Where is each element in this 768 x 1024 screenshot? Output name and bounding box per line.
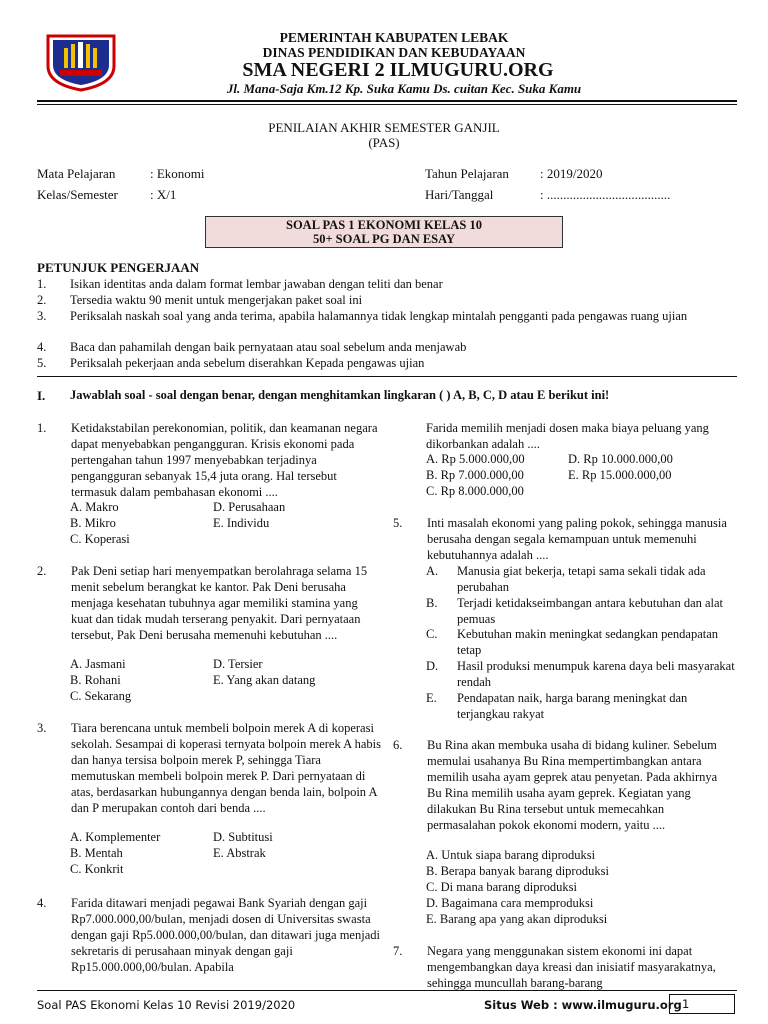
question-4-continued — [426, 420, 726, 452]
question-number: 2. — [37, 564, 47, 578]
question-number: 1. — [37, 421, 47, 435]
instruction-number: 3. — [37, 309, 47, 323]
instruction-text: Periksalah pekerjaan anda sebelum diserahkan Kepada pengawas ujian — [70, 356, 425, 370]
option-e[interactable]: E. Barang apa yang akan diproduksi — [426, 912, 608, 926]
option-letter: A. — [426, 564, 439, 578]
exam-subtitle: (PAS) — [368, 135, 400, 150]
option-c[interactable]: C. Koperasi — [70, 532, 130, 546]
page-number: 1 — [669, 994, 735, 1014]
option-d[interactable]: D. Tersier — [213, 657, 263, 671]
instruction-text: Tersedia waktu 90 menit untuk mengerjakan paket soal ini — [70, 293, 363, 307]
question-stem: Bu Rina akan membuka usaha di bidang kuliner. Sebelum memulai usahanya Bu Rina mempertimbangkan antara memilih usaha ayam geprek atau penyetan. Pada akhirnya Bu Rina memilih usaha ayam geprek. Kegiatan yang dilakukan Bu Rina tersebut untuk memecahkan permasalahan pokok ekonomi modern, yaitu .... — [427, 738, 718, 832]
question-number: 3. — [37, 721, 47, 735]
date-value: : ...................................... — [540, 187, 671, 202]
question-stem: Negara yang menggunakan sistem ekonomi ini dapat mengembangkan daya kreasi dan inisiatif masyarakatnya, sehingga muncullah barang-barang — [427, 944, 716, 990]
option-text: Kebutuhan makin meningkat sedangkan pendapatan tetap — [457, 627, 719, 657]
subject-label: Mata Pelajaran — [37, 166, 116, 181]
class-label: Kelas/Semester — [37, 187, 118, 202]
instruction-text: Baca dan pahamilah dengan baik pernyataan atau soal sebelum anda menjawab — [70, 340, 467, 354]
question-stem: Ketidakstabilan perekonomian, politik, dan keamanan negara dapat menyebabkan pengangguran. Krisis ekonomi pada pertengahan tahun 1997 menyebabkan terjadinya pengangguran sebanyak 15,4 juta orang. Hal tersebut termasuk dalam pembahasan ekonomi .... — [71, 421, 378, 499]
gov-header: PEMERINTAH KABUPATEN LEBAK — [279, 30, 509, 45]
option-e[interactable]: E. Abstrak — [213, 846, 266, 860]
option-a[interactable]: A. Rp 5.000.000,00 — [426, 452, 525, 466]
option-e[interactable]: E. Individu — [213, 516, 270, 530]
question-number: 4. — [37, 896, 47, 910]
year-value: : 2019/2020 — [540, 166, 603, 181]
question-stem: Farida memilih menjadi dosen maka biaya peluang yang dikorbankan adalah .... — [426, 421, 709, 451]
question-stem: Farida ditawari menjadi pegawai Bank Syariah dengan gaji Rp7.000.000,00/bulan, menjadi dosen di Universitas swasta dengan gaji Rp5.000.000,00/bulan, dan ditawari juga menjadi sekretaris di perusahaan minyak dengan gaji Rp15.000.000,00/bulan. Apabila — [71, 896, 380, 974]
option-b[interactable]: B. Berapa banyak barang diproduksi — [426, 864, 609, 878]
class-value: : X/1 — [150, 187, 177, 202]
option-c[interactable]: C. Sekarang — [70, 689, 132, 703]
header-rule-thick — [37, 100, 737, 102]
option-text: Manusia giat bekerja, tetapi sama sekali tidak ada perubahan — [457, 564, 706, 594]
option-a[interactable]: A. Jasmani — [70, 657, 126, 671]
footer-rule — [37, 990, 737, 991]
dept-header: DINAS PENDIDIKAN DAN KEBUDAYAAN — [262, 45, 526, 60]
year-label: Tahun Pelajaran — [425, 166, 509, 181]
instruction-number: 5. — [37, 356, 47, 370]
instructions-rule — [37, 376, 737, 377]
option-text: Terjadi ketidakseimbangan antara kebutuhan dan alat pemuas — [457, 596, 724, 626]
option-b[interactable]: B. Rp 7.000.000,00 — [426, 468, 524, 482]
instruction-text: Isikan identitas anda dalam format lembar jawaban dengan teliti dan benar — [70, 277, 443, 291]
option-d[interactable]: D. Subtitusi — [213, 830, 273, 844]
header-rule-thin — [37, 104, 737, 105]
footer-website[interactable]: Situs Web : www.ilmuguru.org — [484, 998, 682, 1012]
option-letter: C. — [426, 627, 438, 641]
option-b[interactable]: B. Mikro — [70, 516, 116, 530]
question-stem: Tiara berencana untuk membeli bolpoin merek A di koperasi sekolah. Sesampai di koperasi ternyata bolpoin merek A habis dan hanya tersisa bolpoin merek P, sehingga Tiara memutuskan membeli bolpoin merek P. Dari pernyataan di atas, berdasarkan hubungannya dengan benda lain, bolpoin A dan P merupakan contoh dari benda .... — [71, 721, 381, 815]
option-letter: E. — [426, 691, 437, 705]
banner-line2: 50+ SOAL PG DAN ESAY — [312, 232, 456, 246]
exam-title: PENILAIAN AKHIR SEMESTER GANJIL — [268, 120, 500, 135]
option-b[interactable]: B. Mentah — [70, 846, 123, 860]
option-b[interactable]: B. Rohani — [70, 673, 121, 687]
option-letter: B. — [426, 596, 438, 610]
option-a[interactable]: A. Makro — [70, 500, 119, 514]
option-d[interactable]: D. Bagaimana cara memproduksi — [426, 896, 594, 910]
option-letter: D. — [426, 659, 439, 673]
question-number: 7. — [393, 944, 403, 958]
section-instruction: Jawablah soal - soal dengan benar, dengan menghitamkan lingkaran ( ) A, B, C, D atau E berikut ini! — [70, 388, 610, 402]
section-number: I. — [37, 388, 46, 403]
instruction-number: 2. — [37, 293, 47, 307]
option-c[interactable]: C. Rp 8.000.000,00 — [426, 484, 524, 498]
option-e[interactable]: E. Yang akan datang — [213, 673, 316, 687]
instruction-text: Periksalah naskah soal yang anda terima, apabila halamannya tidak lengkap mintalah pengganti pada pengawas ruang ujian — [70, 309, 688, 323]
date-label: Hari/Tanggal — [425, 187, 494, 202]
instructions-heading: PETUNJUK PENGERJAAN — [37, 260, 200, 275]
option-e[interactable]: E. Rp 15.000.000,00 — [568, 468, 672, 482]
option-d[interactable]: D. Perusahaan — [213, 500, 286, 514]
school-address: Jl. Mana-Saja Km.12 Kp. Suka Kamu Ds. cuitan Kec. Suka Kamu — [226, 81, 582, 96]
option-text: Hasil produksi menumpuk karena daya beli masyarakat rendah — [457, 659, 735, 689]
option-a[interactable]: A. Komplementer — [70, 830, 161, 844]
subject-value: : Ekonomi — [150, 166, 205, 181]
school-name: SMA NEGERI 2 ILMUGURU.ORG — [242, 59, 554, 81]
question-number: 6. — [393, 738, 403, 752]
footer-doc-title: Soal PAS Ekonomi Kelas 10 Revisi 2019/2020 — [37, 998, 296, 1012]
question-stem: Inti masalah ekonomi yang paling pokok, sehingga manusia berusaha dengan segala kemampuan untuk memenuhi kebutuhannya adalah .... — [427, 516, 727, 562]
option-a[interactable]: A. Untuk siapa barang diproduksi — [426, 848, 596, 862]
option-text: Pendapatan naik, harga barang meningkat dan terjangkau rakyat — [457, 691, 688, 721]
question-stem: Pak Deni setiap hari menyempatkan berolahraga selama 15 menit sebelum berangkat ke kantor. Pak Deni berusaha menjaga kesehatan tubuhnya agar memiliki stamina yang kuat dan tidak mudah terserang penyakit. Dari pernyataan tersebut, Pak Deni berusaha memenuhi kebutuhan .... — [71, 564, 368, 642]
option-d[interactable]: D. Rp 10.000.000,00 — [568, 452, 673, 466]
option-c[interactable]: C. Di mana barang diproduksi — [426, 880, 578, 894]
exam-banner — [205, 216, 563, 248]
instruction-number: 1. — [37, 277, 47, 291]
option-c[interactable]: C. Konkrit — [70, 862, 124, 876]
question-number: 5. — [393, 516, 403, 530]
instruction-number: 4. — [37, 340, 47, 354]
banner-line1: SOAL PAS 1 EKONOMI KELAS 10 — [286, 218, 482, 232]
